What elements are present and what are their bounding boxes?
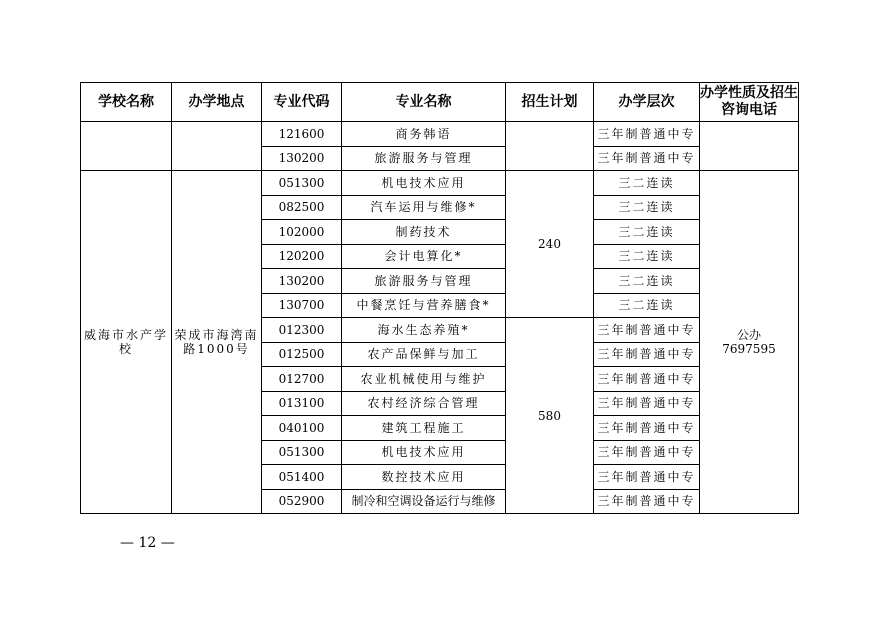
level: 三年制普通中专 bbox=[594, 465, 700, 490]
level: 三年制普通中专 bbox=[594, 416, 700, 441]
major-name: 农产品保鲜与加工 bbox=[342, 342, 506, 367]
major-name: 制冷和空调设备运行与维修 bbox=[342, 489, 506, 514]
plan-value: 240 bbox=[506, 171, 594, 318]
nature-cell-empty bbox=[700, 122, 799, 171]
school-nature: 公办 bbox=[736, 328, 761, 342]
major-name: 农村经济综合管理 bbox=[342, 391, 506, 416]
level: 三二连读 bbox=[594, 293, 700, 318]
header-nature-phone: 办学性质及招生咨询电话 bbox=[700, 83, 799, 122]
major-name: 商务韩语 bbox=[342, 122, 506, 147]
major-name: 数控技术应用 bbox=[342, 465, 506, 490]
header-major-name: 专业名称 bbox=[342, 83, 506, 122]
major-name: 制药技术 bbox=[342, 220, 506, 245]
level: 三年制普通中专 bbox=[594, 367, 700, 392]
major-code: 052900 bbox=[262, 489, 342, 514]
enrollment-table bbox=[80, 82, 799, 514]
level: 三年制普通中专 bbox=[594, 342, 700, 367]
header-major-code: 专业代码 bbox=[262, 83, 342, 122]
plan-cell-empty bbox=[506, 122, 594, 171]
major-code: 051400 bbox=[262, 465, 342, 490]
school-name: 威海市水产学校 bbox=[81, 171, 172, 514]
header-school-name: 学校名称 bbox=[81, 83, 172, 122]
level: 三年制普通中专 bbox=[594, 391, 700, 416]
header-location: 办学地点 bbox=[172, 83, 262, 122]
major-code: 102000 bbox=[262, 220, 342, 245]
header-plan: 招生计划 bbox=[506, 83, 594, 122]
major-name: 机电技术应用 bbox=[342, 440, 506, 465]
level: 三年制普通中专 bbox=[594, 122, 700, 147]
major-code: 130200 bbox=[262, 269, 342, 294]
major-name: 旅游服务与管理 bbox=[342, 269, 506, 294]
plan-value: 580 bbox=[506, 318, 594, 514]
level: 三年制普通中专 bbox=[594, 146, 700, 171]
level: 三年制普通中专 bbox=[594, 318, 700, 343]
level: 三二连读 bbox=[594, 171, 700, 196]
major-code: 012300 bbox=[262, 318, 342, 343]
level: 三二连读 bbox=[594, 220, 700, 245]
major-code: 051300 bbox=[262, 171, 342, 196]
major-name: 中餐烹饪与营养膳食* bbox=[342, 293, 506, 318]
major-code: 130200 bbox=[262, 146, 342, 171]
school-phone: 7697595 bbox=[722, 342, 776, 356]
level: 三二连读 bbox=[594, 269, 700, 294]
level: 三年制普通中专 bbox=[594, 489, 700, 514]
major-name: 会计电算化* bbox=[342, 244, 506, 269]
major-name: 旅游服务与管理 bbox=[342, 146, 506, 171]
major-code: 121600 bbox=[262, 122, 342, 147]
major-name: 汽车运用与维修* bbox=[342, 195, 506, 220]
table-row bbox=[81, 122, 799, 147]
nature-phone-cell bbox=[700, 171, 799, 514]
major-code: 051300 bbox=[262, 440, 342, 465]
major-code: 120200 bbox=[262, 244, 342, 269]
page-number: — 12 — bbox=[120, 535, 175, 551]
header-row bbox=[81, 83, 799, 122]
major-code: 082500 bbox=[262, 195, 342, 220]
major-code: 012700 bbox=[262, 367, 342, 392]
school-location: 荣成市海湾南路1000号 bbox=[172, 171, 262, 514]
header-level: 办学层次 bbox=[594, 83, 700, 122]
major-code: 130700 bbox=[262, 293, 342, 318]
level: 三年制普通中专 bbox=[594, 440, 700, 465]
level: 三二连读 bbox=[594, 195, 700, 220]
major-name: 海水生态养殖* bbox=[342, 318, 506, 343]
major-name: 农业机械使用与维护 bbox=[342, 367, 506, 392]
table-row bbox=[81, 171, 799, 196]
location-cell-empty bbox=[172, 122, 262, 171]
major-code: 040100 bbox=[262, 416, 342, 441]
major-code: 013100 bbox=[262, 391, 342, 416]
major-code: 012500 bbox=[262, 342, 342, 367]
major-name: 机电技术应用 bbox=[342, 171, 506, 196]
school-name-cell-empty bbox=[81, 122, 172, 171]
major-name: 建筑工程施工 bbox=[342, 416, 506, 441]
level: 三二连读 bbox=[594, 244, 700, 269]
